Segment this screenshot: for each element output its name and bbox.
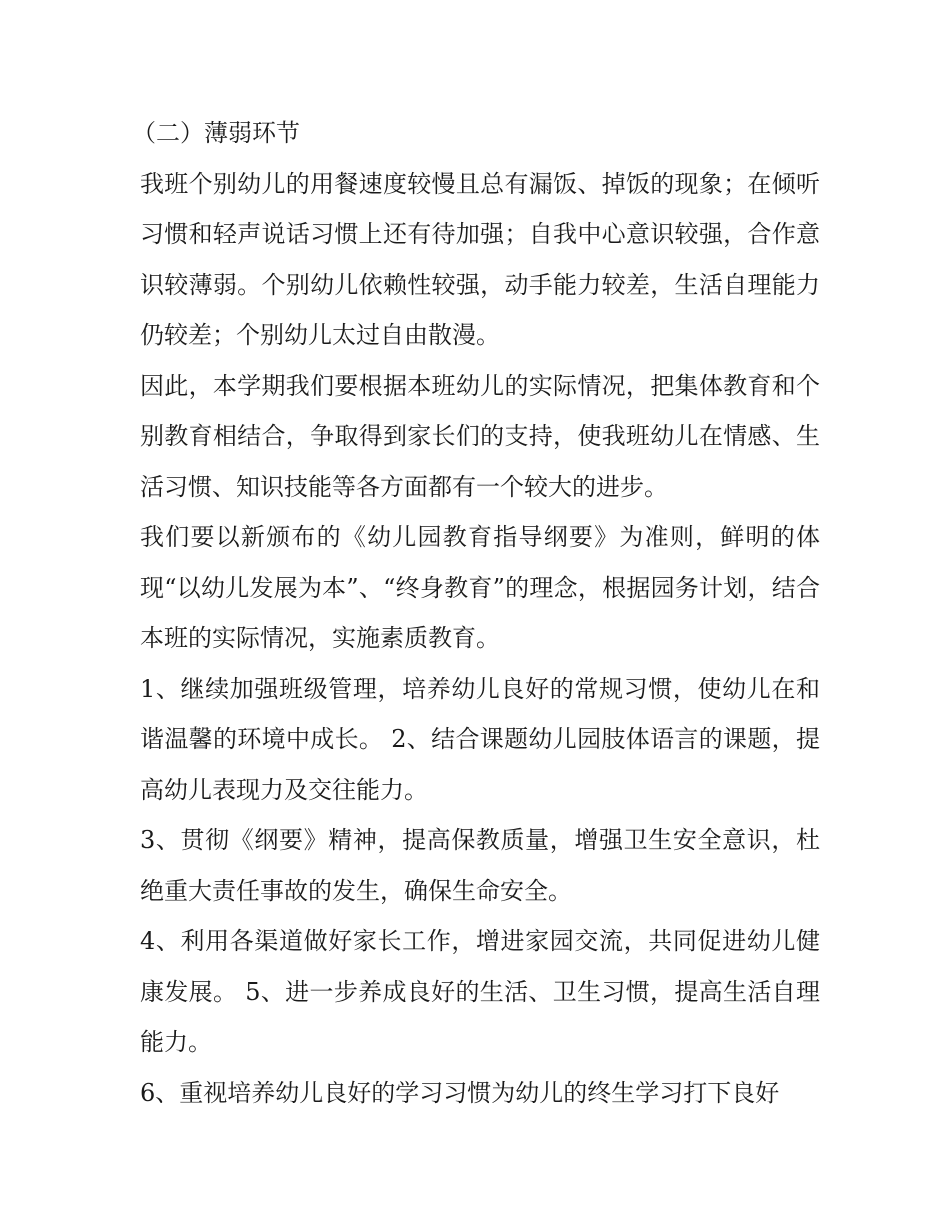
list-item-6: 6、重视培养幼儿良好的学习习惯为幼儿的终生学习打下良好 xyxy=(140,1078,780,1107)
section-heading: （二）薄弱环节 xyxy=(132,119,300,147)
paragraph-semester-goal: 因此，本学期我们要根据本班幼儿的实际情况，把集体教育和个别教育相结合，争取得到家长们的支持，使我班幼儿在情感、生活习惯、知识技能等各方面都有一个较大的进步。 xyxy=(140,371,820,501)
list-item-1-2: 1、继续加强班级管理，培养幼儿良好的常规习惯，使幼儿在和谐温馨的环境中成长。 2、结合课题幼儿园肢体语言的课题，提高幼儿表现力及交往能力。 xyxy=(140,674,820,804)
list-item-4-5: 4、利用各渠道做好家长工作，增进家园交流，共同促进幼儿健康发展。 5、进一步养成良好的生活、卫生习惯，提高生活自理能力。 xyxy=(140,927,820,1056)
paragraph-guideline: 我们要以新颁布的《幼儿园教育指导纲要》为准则，鲜明的体现“以幼儿发展为本”、“终身教育”的理念，根据园务计划，结合本班的实际情况，实施素质教育。 xyxy=(140,523,820,652)
list-item-3: 3、贯彻《纲要》精神，提高保教质量，增强卫生安全意识，杜绝重大责任事故的发生，确保生命安全。 xyxy=(140,826,820,905)
document-body xyxy=(132,108,820,1118)
paragraph-weak-points: 我班个别幼儿的用餐速度较慢且总有漏饭、掉饭的现象；在倾听习惯和轻声说话习惯上还有待加强；自我中心意识较强，合作意识较薄弱。个别幼儿依赖性较强，动手能力较差，生活自理能力仍较差；个别幼儿太过自由散漫。 xyxy=(140,169,820,349)
